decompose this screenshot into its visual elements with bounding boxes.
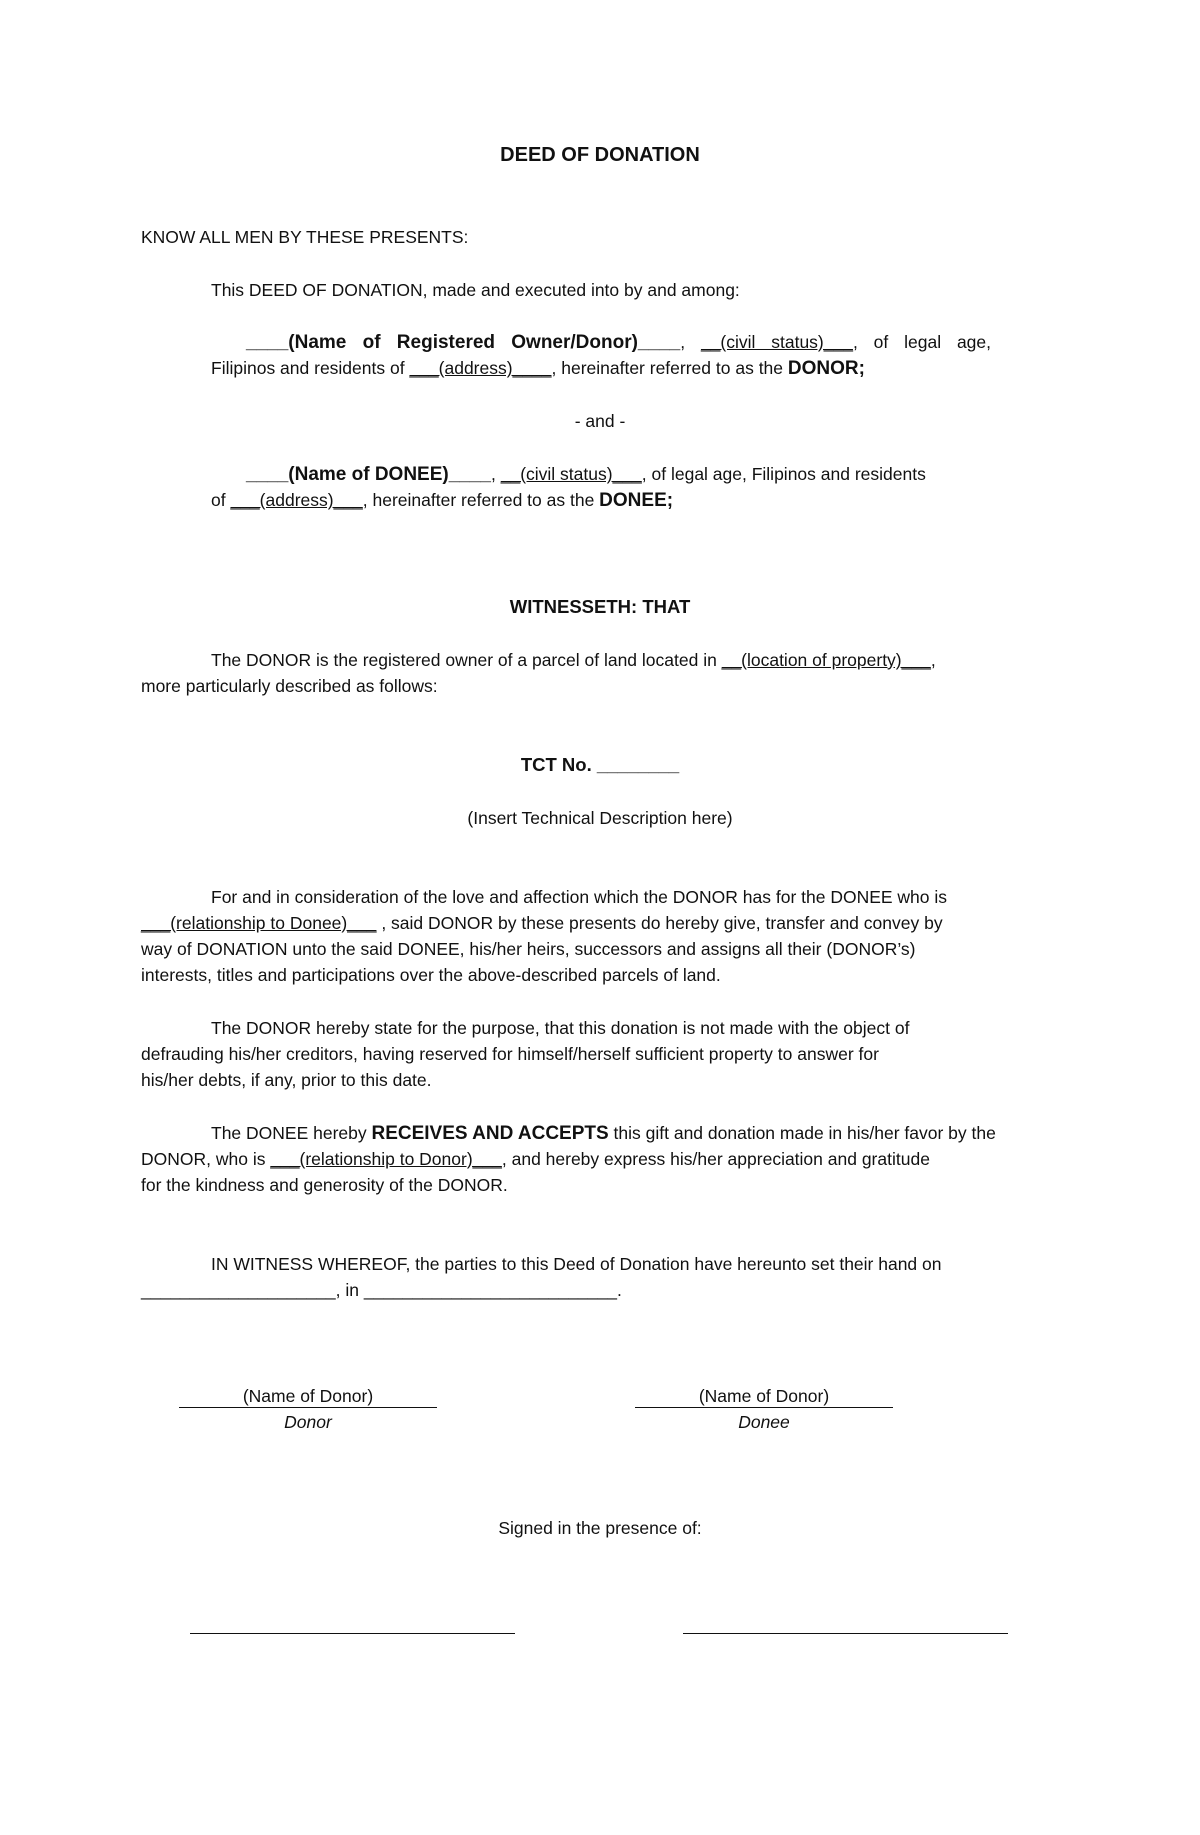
- consideration-line-2: [141, 910, 943, 936]
- donee-text-1: , of legal age, Filipinos and residents: [641, 464, 926, 484]
- consideration-line-2-rest: , said DONOR by these presents do hereby give, transfer and convey by: [376, 913, 943, 933]
- donor-comma: ,: [680, 332, 701, 352]
- witness-signature-line-right: [683, 1633, 1008, 1634]
- intro-line: This DEED OF DONATION, made and executed into by and among:: [211, 280, 740, 300]
- witness-line-1: IN WITNESS WHEREOF, the parties to this Deed of Donation have hereunto set their hand on: [211, 1254, 942, 1274]
- acceptance-text-4: , and hereby express his/her appreciation and gratitude: [501, 1149, 930, 1169]
- witness-date-blank: ____________________: [141, 1280, 336, 1300]
- donor-civil-status: __(civil status)___: [700, 332, 853, 352]
- presence-line: Signed in the presence of:: [498, 1518, 702, 1538]
- witness-line-2: [141, 1277, 622, 1303]
- technical-description-placeholder: (Insert Technical Description here): [467, 808, 733, 828]
- document-title: DEED OF DONATION: [500, 144, 700, 166]
- donee-name-blank: ____(Name of DONEE)____: [246, 464, 491, 485]
- donor-party-line-1: [246, 329, 991, 356]
- donor-role: DONOR;: [787, 358, 865, 379]
- signature-name-donee: (Name of Donor): [635, 1385, 893, 1408]
- purpose-line-1: The DONOR hereby state for the purpose, that this donation is not made with the object of: [211, 1018, 910, 1038]
- donee-address: ___(address)___: [230, 490, 363, 510]
- property-text-2: ,: [930, 650, 936, 670]
- property-line-1: [211, 647, 936, 673]
- donee-civil-status: __(civil status)___: [500, 464, 642, 484]
- property-line-2: more particularly described as follows:: [141, 676, 438, 696]
- and-separator: - and -: [574, 411, 626, 431]
- purpose-line-2: defrauding his/her creditors, having reserved for himself/herself sufficient property to answer for: [141, 1044, 879, 1064]
- donee-party-line-1: [246, 461, 926, 488]
- acceptance-text-2: this gift and donation made in his/her favor by the: [608, 1123, 996, 1143]
- donor-address: ___(address)____: [409, 358, 552, 378]
- acceptance-relationship: ___(relationship to Donor)___: [270, 1149, 502, 1169]
- consideration-line-3: way of DONATION unto the said DONEE, his/her heirs, successors and assigns all their (DONOR’s): [141, 939, 916, 959]
- signature-role-donee: Donee: [738, 1412, 790, 1432]
- purpose-line-3: his/her debts, if any, prior to this date.: [141, 1070, 432, 1090]
- property-text-1: The DONOR is the registered owner of a parcel of land located in: [211, 650, 722, 670]
- acceptance-line-2: [141, 1146, 930, 1172]
- acceptance-line-1: [211, 1120, 996, 1147]
- donee-role: DONEE;: [599, 490, 674, 511]
- donee-comma: ,: [491, 464, 501, 484]
- opening-line: KNOW ALL MEN BY THESE PRESENTS:: [141, 227, 469, 247]
- consideration-line-1: For and in consideration of the love and affection which the DONOR has for the DONEE who is: [211, 887, 948, 907]
- witnesseth-heading: WITNESSETH: THAT: [509, 596, 691, 617]
- acceptance-text-1: The DONEE hereby: [211, 1123, 372, 1143]
- signature-block-donor: [178, 1383, 438, 1435]
- witness-place-blank: __________________________: [363, 1280, 617, 1300]
- property-location: __(location of property)___: [721, 650, 931, 670]
- consideration-line-4: interests, titles and participations over the above-described parcels of land.: [141, 965, 721, 985]
- donee-text-2: of: [211, 490, 231, 510]
- witness-signature-line-left: [190, 1633, 515, 1634]
- signature-block-donee: [634, 1383, 894, 1435]
- acceptance-text-3: DONOR, who is: [141, 1149, 271, 1169]
- donee-text-3: , hereinafter referred to as the: [362, 490, 600, 510]
- witness-period: .: [616, 1280, 622, 1300]
- donor-name-blank: ____(Name of Registered Owner/Donor)____: [246, 332, 681, 353]
- donor-text-2: Filipinos and residents of: [211, 358, 410, 378]
- acceptance-line-3: for the kindness and generosity of the DONOR.: [141, 1175, 508, 1195]
- signature-role-donor: Donor: [284, 1412, 332, 1432]
- donor-text-3: , hereinafter referred to as the: [551, 358, 788, 378]
- acceptance-emphasis: RECEIVES AND ACCEPTS: [371, 1123, 609, 1144]
- tct-number: TCT No. ________: [520, 754, 680, 775]
- signature-name-donor: (Name of Donor): [179, 1385, 437, 1408]
- donor-text-1: , of legal age,: [852, 332, 992, 352]
- donee-party-line-2: [211, 487, 673, 514]
- consideration-relationship: ___(relationship to Donee)___: [141, 913, 377, 933]
- donor-party-line-2: [211, 355, 865, 382]
- witness-in-text: , in: [335, 1280, 364, 1300]
